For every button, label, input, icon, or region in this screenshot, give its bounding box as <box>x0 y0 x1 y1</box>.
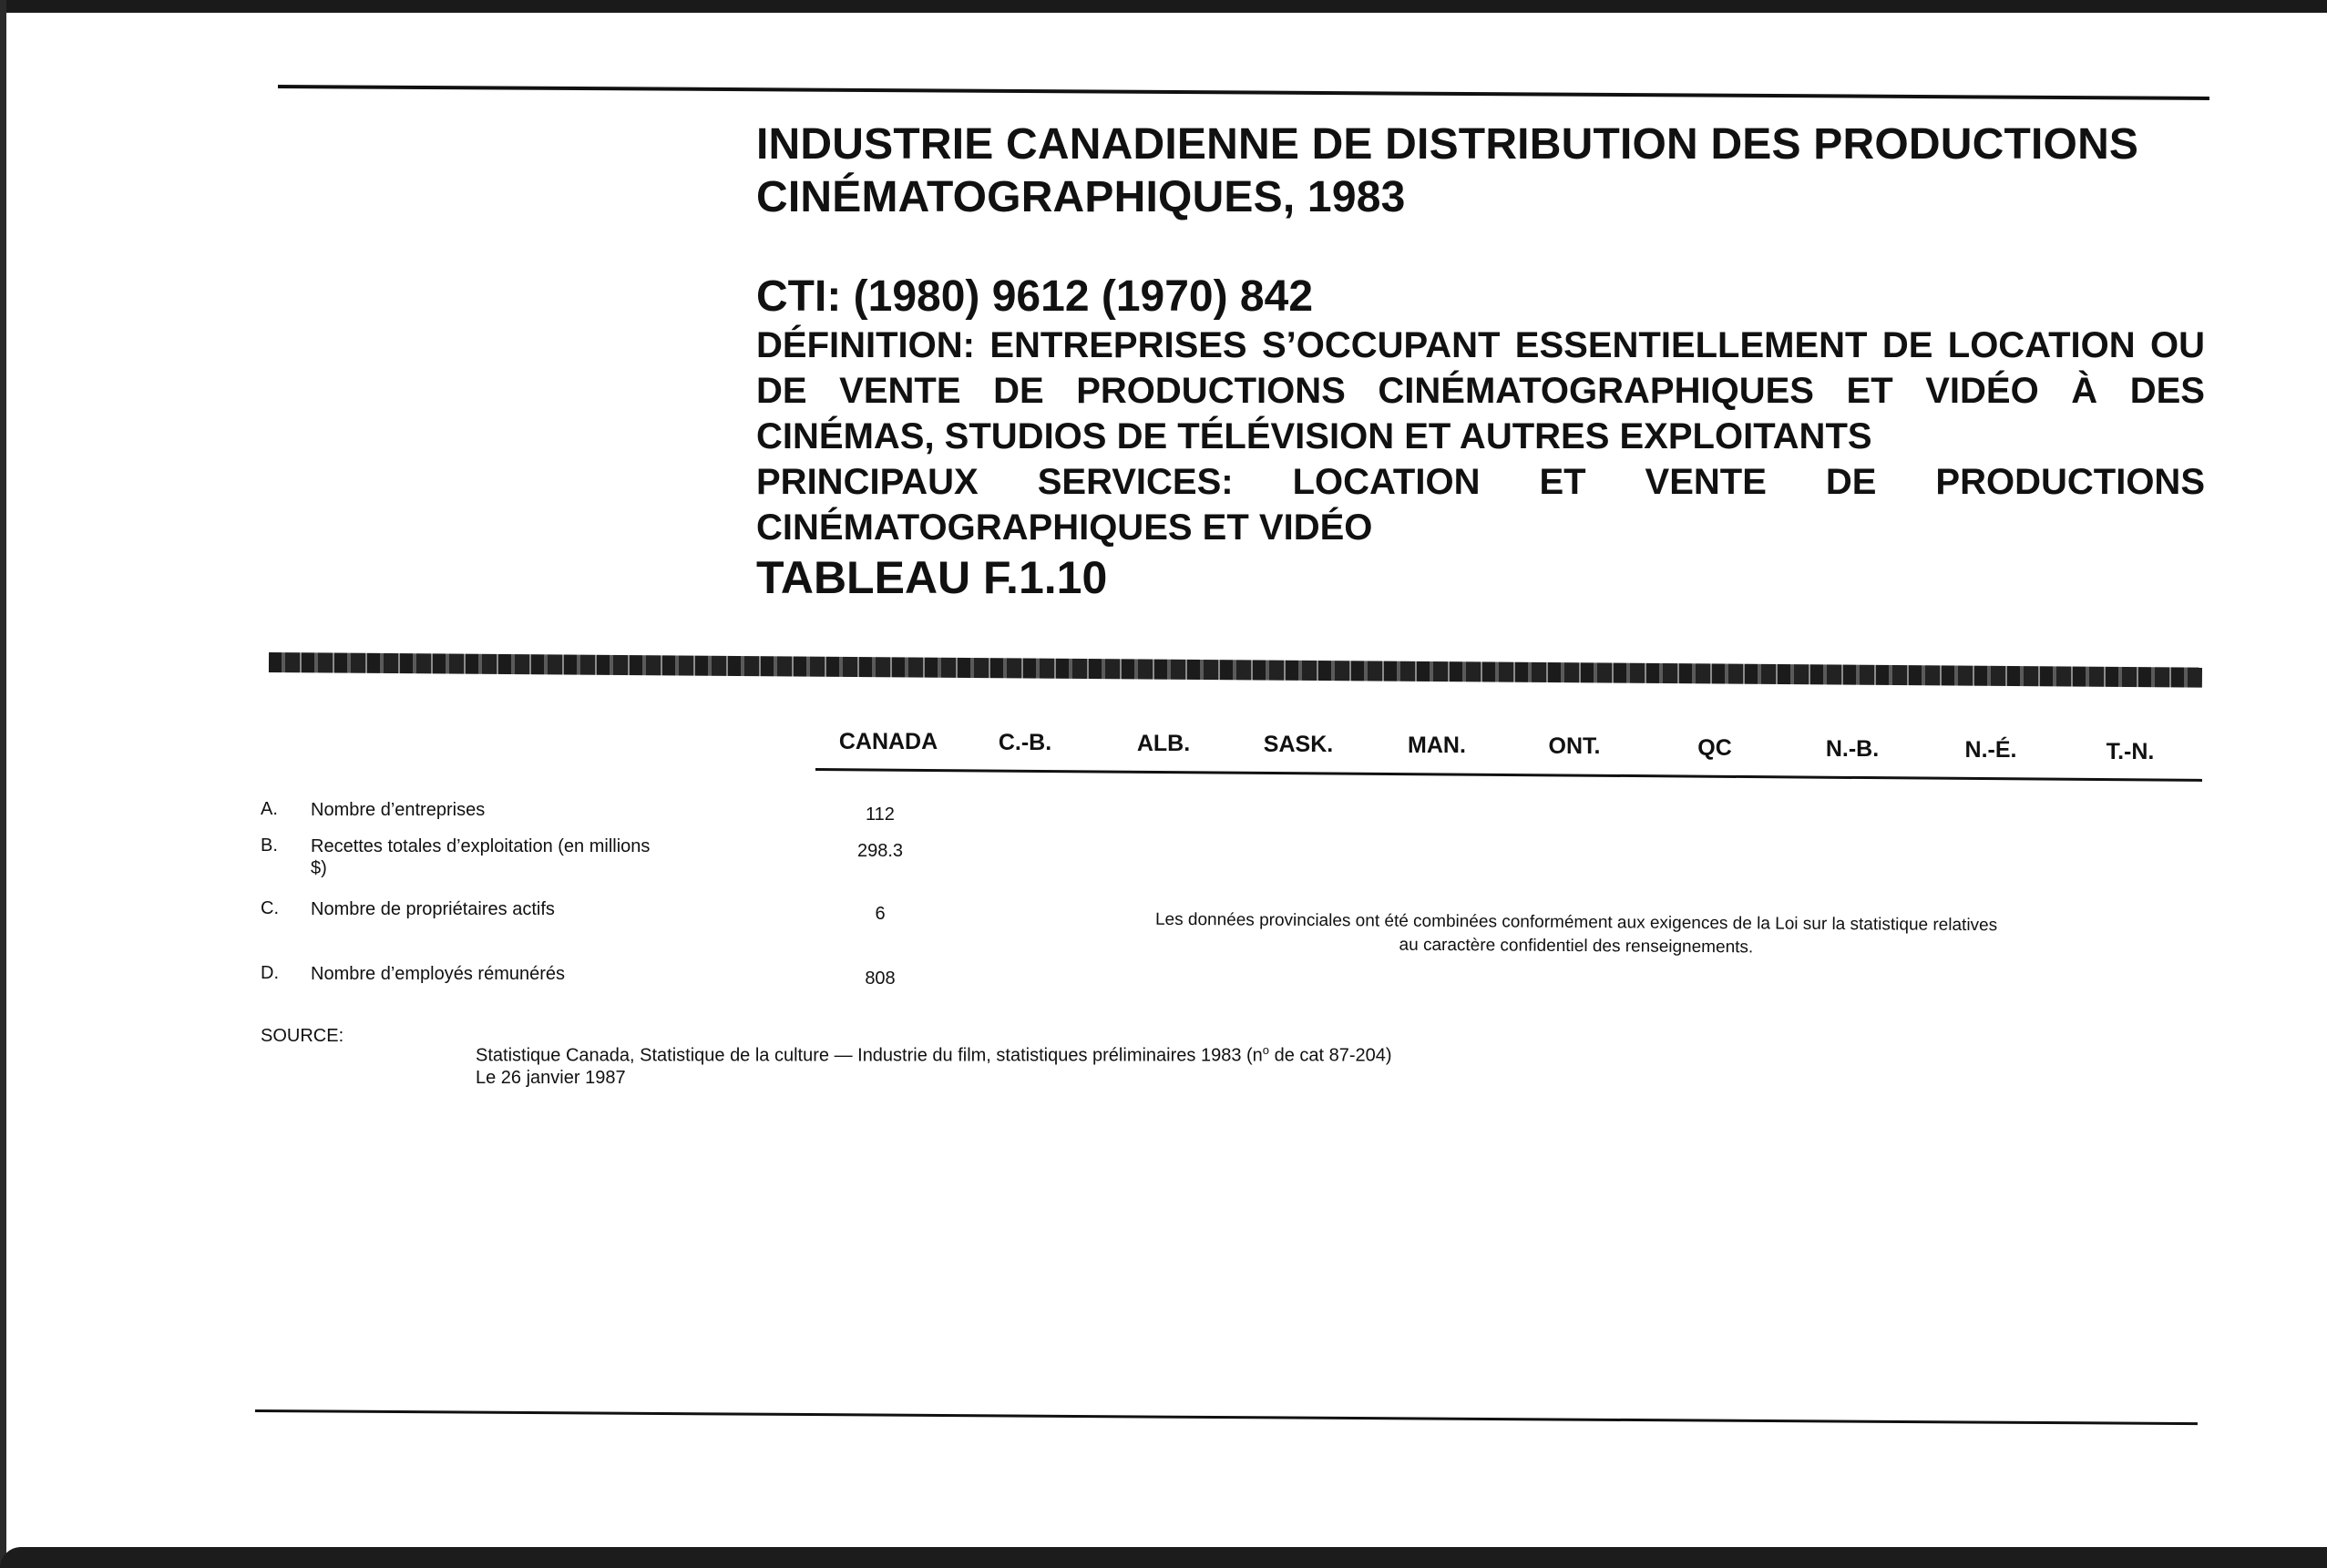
source-date: Le 26 janvier 1987 <box>476 1067 626 1088</box>
row-label: Nombre de propriétaires actifs <box>311 899 555 919</box>
row-value-canada: 298.3 <box>856 841 904 861</box>
document-header <box>756 118 2205 605</box>
definition-text: DÉFINITION: ENTREPRISES S’OCCUPANT ESSENTIELLEMENT DE LOCATION OU DE VENTE DE PRODUCTIONS CINÉMATOGRAPHIQUES ET VIDÉO À DES CINÉMAS, STUDIOS DE TÉLÉVISION ET AUTRES EXPLOITANTS <box>756 325 2205 456</box>
scan-top-border <box>0 0 2327 13</box>
col-header-ont: ONT. <box>1548 733 1601 759</box>
bottom-rule <box>255 1409 2198 1425</box>
table-number: TABLEAU F.1.10 <box>756 552 1108 603</box>
row-label: Recettes totales d’exploitation (en millions $) <box>311 836 651 878</box>
top-rule <box>278 85 2209 100</box>
scan-bottom-border <box>0 1547 2327 1568</box>
confidentiality-note: Les données provinciales ont été combinées conformément aux exigences de la Loi sur la statistique relatives au caractère confidentiel des renseignements. <box>1154 909 1998 958</box>
col-header-canada: CANADA <box>838 729 938 754</box>
col-header-sask: SASK. <box>1263 732 1334 757</box>
document-title: INDUSTRIE CANADIENNE DE DISTRIBUTION DES PRODUCTIONS CINÉMATOGRAPHIQUES, 1983 <box>756 120 2139 221</box>
col-header-cb: C.-B. <box>998 730 1052 755</box>
row-label: Nombre d’entreprises <box>311 800 486 820</box>
col-header-qc: QC <box>1697 735 1732 761</box>
col-header-tn: T.-N. <box>2106 739 2155 764</box>
col-header-man: MAN. <box>1408 733 1466 758</box>
source-superscript: o <box>1262 1043 1270 1057</box>
col-header-nb: N.-B. <box>1825 736 1880 762</box>
row-label: Nombre d’employés rémunérés <box>311 964 566 984</box>
row-letter: C. <box>261 898 279 918</box>
services-text: PRINCIPAUX SERVICES: LOCATION ET VENTE DE PRODUCTIONS CINÉMATOGRAPHIQUES ET VIDÉO <box>756 462 2205 548</box>
col-header-alb: ALB. <box>1136 731 1191 756</box>
row-letter: A. <box>261 799 278 819</box>
source-label: SOURCE: <box>261 1026 344 1046</box>
source-text-after: de cat 87-204) <box>1269 1045 1392 1066</box>
row-letter: B. <box>261 835 278 856</box>
source-citation <box>476 1040 1569 1089</box>
cti-code: CTI: (1980) 9612 (1970) 842 <box>756 272 1314 321</box>
column-headers <box>815 729 2200 773</box>
source-text-before: Statistique Canada, Statistique de la culture — Industrie du film, statistiques préliminaires 1983 (n <box>476 1045 1263 1066</box>
row-value-canada: 808 <box>865 968 896 989</box>
col-header-ne: N.-É. <box>1964 737 2017 763</box>
row-letter: D. <box>261 963 279 983</box>
scan-left-border <box>0 0 6 1568</box>
header-separator-bar <box>269 652 2202 688</box>
row-value-canada: 6 <box>875 904 886 924</box>
row-value-canada: 112 <box>866 804 895 825</box>
